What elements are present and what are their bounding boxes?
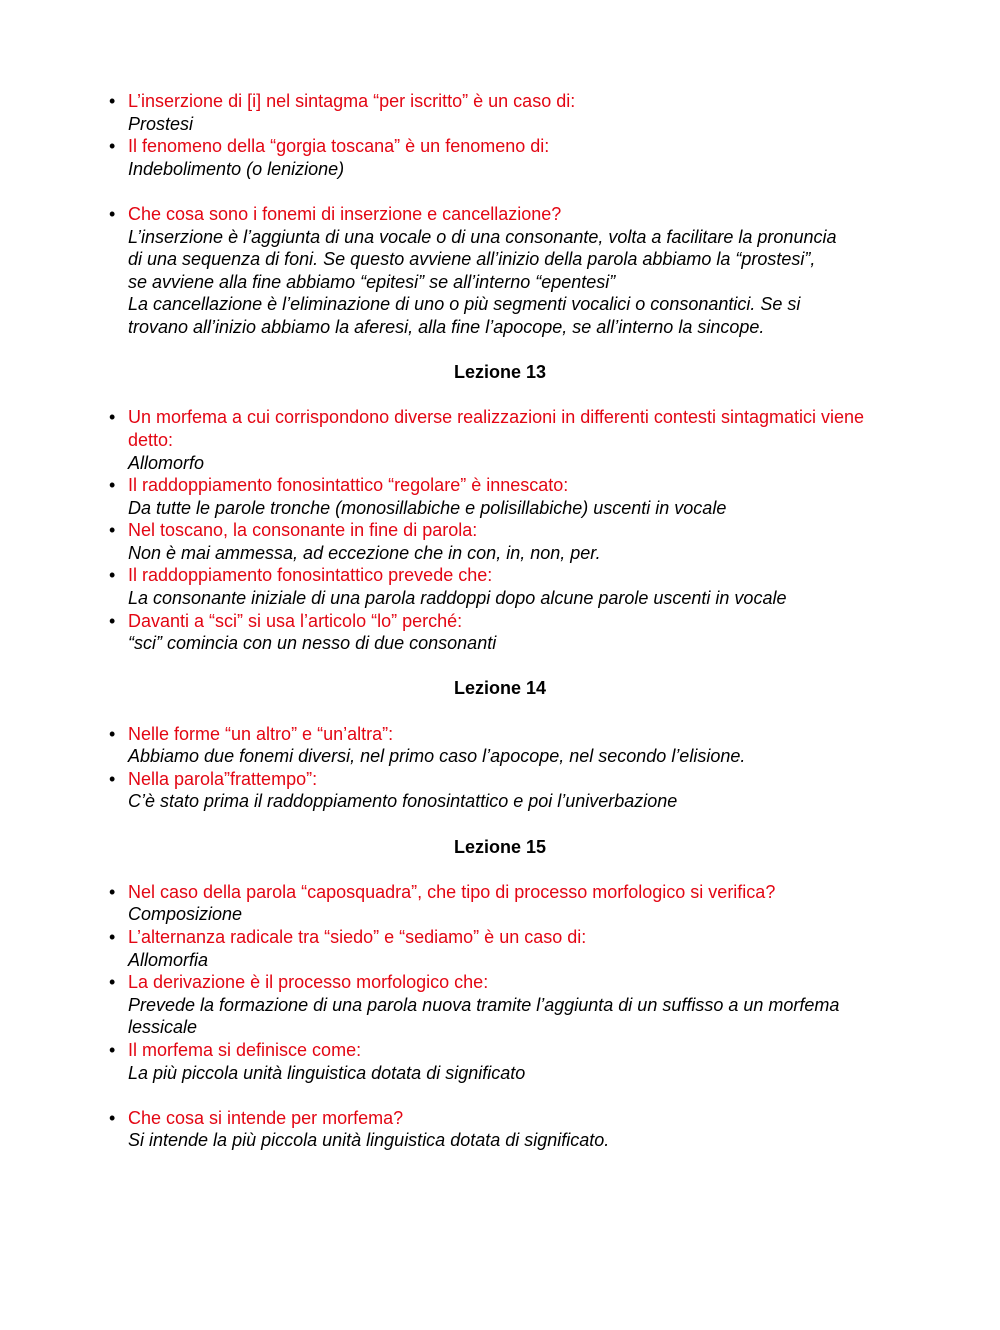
bullet-icon: •	[109, 475, 116, 496]
question-text: Il raddoppiamento fonosintattico “regolare” è innescato:	[128, 475, 569, 496]
answer-text: Abbiamo due fonemi diversi, nel primo caso l’apocope, nel secondo l’elisione.	[128, 746, 746, 767]
answer-text: “sci” comincia con un nesso di due consonanti	[128, 633, 497, 654]
bullet-icon: •	[109, 565, 116, 586]
bullet-icon: •	[109, 768, 116, 789]
question-text: Nel caso della parola “caposquadra”, che tipo di processo morfologico si verifica?	[128, 881, 776, 902]
section-heading: Lezione 14	[453, 678, 547, 699]
answer-line: La cancellazione è l’eliminazione di uno o più segmenti vocalici o consonantici. Se si	[128, 294, 801, 315]
answer-line: se avviene alla fine abbiamo “epitesi” se all’interno “epentesi”	[128, 271, 616, 292]
answer-text: Prostesi	[128, 113, 194, 134]
list-item	[0, 203, 1000, 339]
question-text: La derivazione è il processo morfologico che:	[128, 972, 489, 993]
list-item	[0, 971, 1000, 1039]
bullet-icon: •	[109, 136, 116, 157]
answer-text: Non è mai ammessa, ad eccezione che in con, in, non, per.	[128, 542, 601, 563]
answer-text: Prevede la formazione di una parola nuova tramite l’aggiunta di un suffisso a un morfema lessicale	[128, 994, 840, 1038]
answer-line: trovano all’inizio abbiamo la aferesi, alla fine l’apocope, se all’interno la sincope.	[128, 316, 765, 337]
list-item	[0, 135, 1000, 180]
question-text: Nel toscano, la consonante in fine di parola:	[128, 520, 478, 541]
question-text: Nelle forme “un altro” e “un’altra”:	[128, 723, 394, 744]
answer-text: Indebolimento (o lenizione)	[128, 158, 345, 179]
answer-text: La più piccola unità linguistica dotata di significato	[128, 1062, 526, 1083]
question-text: Il raddoppiamento fonosintattico prevede che:	[128, 565, 493, 586]
question-text: Un morfema a cui corrispondono diverse realizzazioni in differenti contesti sintagmatici viene detto:	[128, 407, 865, 450]
bullet-icon: •	[109, 407, 116, 428]
question-text: Il fenomeno della “gorgia toscana” è un fenomeno di:	[128, 136, 550, 157]
list-item	[0, 926, 1000, 971]
list-item	[0, 519, 1000, 564]
question-text: Che cosa si intende per morfema?	[128, 1107, 404, 1128]
section-heading: Lezione 15	[453, 836, 547, 857]
list-item	[0, 768, 1000, 813]
question-text: Davanti a “sci” si usa l’articolo “lo” perché:	[128, 610, 463, 631]
question-text: L’alternanza radicale tra “siedo” e “sediamo” è un caso di:	[128, 926, 587, 947]
question-text: Nella parola”frattempo”:	[128, 768, 318, 789]
bullet-icon: •	[109, 723, 116, 744]
answer-line: L’inserzione è l’aggiunta di una vocale o di una consonante, volta a facilitare la pronuncia	[128, 226, 837, 247]
document-page	[0, 90, 1000, 1152]
answer-text: Allomorfo	[128, 452, 205, 473]
question-text: Che cosa sono i fonemi di inserzione e cancellazione?	[128, 203, 562, 224]
answer-text: Si intende la più piccola unità linguistica dotata di significato.	[128, 1130, 610, 1151]
bullet-icon: •	[109, 91, 116, 111]
list-item	[0, 610, 1000, 655]
bullet-icon: •	[109, 972, 116, 993]
list-item	[0, 90, 1000, 135]
section-heading: Lezione 13	[453, 362, 547, 383]
list-item	[0, 881, 1000, 926]
answer-text: La consonante iniziale di una parola raddoppi dopo alcune parole uscenti in vocale	[128, 588, 787, 609]
bullet-icon: •	[109, 520, 116, 541]
bullet-icon: •	[109, 881, 116, 902]
answer-text: Da tutte le parole tronche (monosillabiche e polisillabiche) uscenti in vocale	[128, 497, 727, 518]
answer-line: di una sequenza di foni. Se questo avviene all’inizio della parola abbiamo la “prostesi”,	[128, 249, 816, 270]
bullet-icon: •	[109, 610, 116, 631]
list-item	[0, 723, 1000, 768]
list-item	[0, 1039, 1000, 1084]
answer-text: Allomorfia	[128, 949, 209, 970]
question-text: Il morfema si definisce come:	[128, 1039, 362, 1060]
bullet-icon: •	[109, 926, 116, 947]
bullet-icon: •	[109, 1039, 116, 1060]
list-item	[0, 564, 1000, 609]
bullet-icon: •	[109, 1107, 116, 1128]
list-item	[0, 474, 1000, 519]
question-text: L’inserzione di [i] nel sintagma “per iscritto” è un caso di:	[128, 91, 576, 111]
bullet-icon: •	[109, 203, 116, 224]
list-item	[0, 406, 1000, 474]
answer-text: Composizione	[128, 904, 243, 925]
list-item	[0, 1107, 1000, 1152]
answer-text: C’è stato prima il raddoppiamento fonosintattico e poi l’univerbazione	[128, 791, 678, 812]
